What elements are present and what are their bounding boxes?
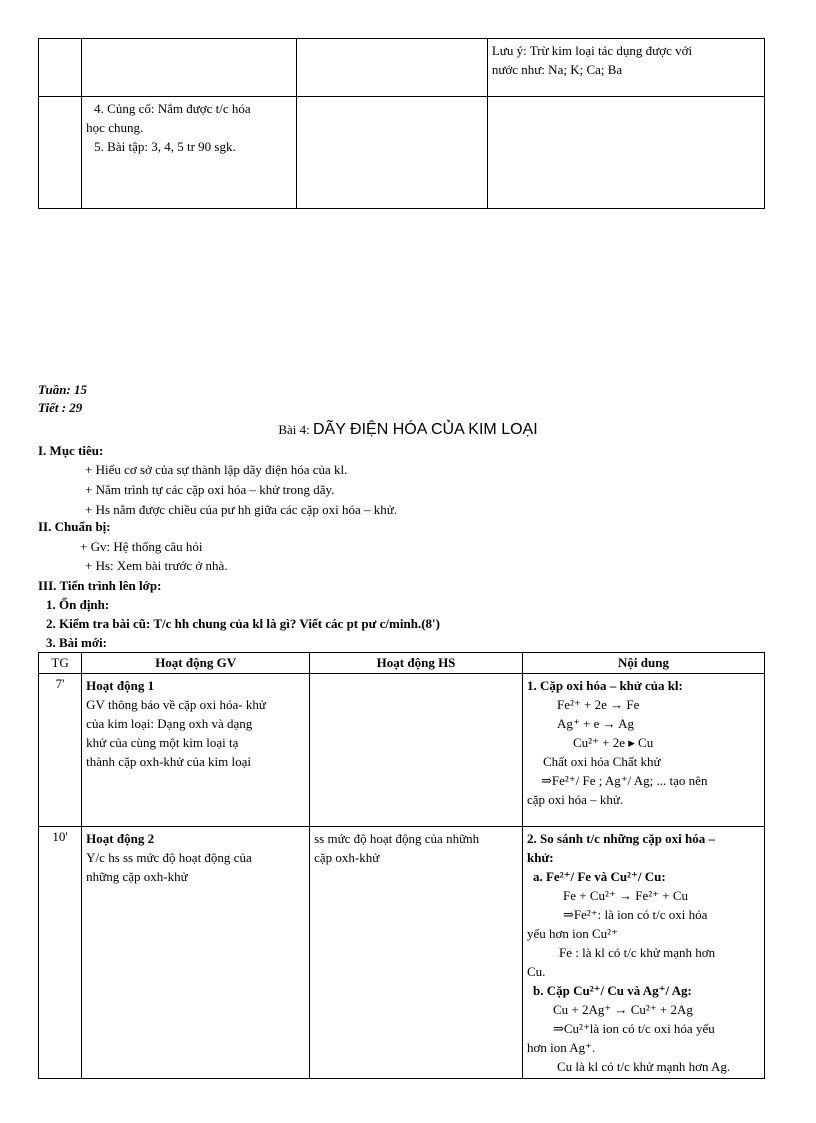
lesson-title-text: DÃY ĐIỆN HÓA CỦA KIM LOẠI <box>313 421 538 438</box>
explanation-line: yếu hơn ion Cu²⁺ <box>526 926 618 941</box>
lesson-table <box>38 652 765 1079</box>
explanation-line: Cu là kl có t/c khử mạnh hơn Ag. <box>556 1059 731 1074</box>
note-line: Lưu ý: Trừ kim loại tác dụng được với <box>491 43 693 58</box>
equation: Fe²⁺ + 2e → Fe <box>556 697 640 712</box>
time-cell: 7' <box>39 674 82 827</box>
explanation-line: hơn ion Ag⁺. <box>526 1040 596 1055</box>
activity-line: Y/c hs ss mức độ hoạt động của <box>86 850 252 865</box>
objective-item: + Hs nắm được chiều của pư hh giữa các cặp oxi hóa – khử. <box>85 502 398 517</box>
activity-line: khử của cùng một kim loại tạ <box>86 735 239 750</box>
equation: Cu + 2Ag⁺ → Cu²⁺ + 2Ag <box>552 1002 693 1017</box>
explanation-line: ⇒Fe²⁺: là ion có t/c oxi hóa <box>562 907 708 922</box>
lesson-prefix: Bài 4: <box>278 422 310 437</box>
week-label: Tuần: 15 <box>38 382 87 397</box>
procedure-step: 1. Ổn định: <box>46 597 110 612</box>
equation: Fe + Cu²⁺ → Fe²⁺ + Cu <box>562 888 689 903</box>
objectives-heading: I. Mục tiêu: <box>38 443 104 458</box>
cell-empty <box>297 97 488 209</box>
previous-lesson-table <box>38 38 765 209</box>
activity-line: những cặp oxh-khử <box>86 869 188 884</box>
cell-empty <box>39 39 82 97</box>
header-teacher-activity: Hoạt động GV <box>82 653 310 674</box>
period-label: Tiết : 29 <box>38 400 83 415</box>
header-time: TG <box>39 653 82 674</box>
teacher-activity-cell <box>82 827 310 1079</box>
header-content: Nội dung <box>522 653 764 674</box>
activity-line: cặp oxh-khử <box>314 850 380 865</box>
header-student-activity: Hoạt động HS <box>310 653 523 674</box>
content-title: 2. So sánh t/c những cặp oxi hóa – <box>526 831 716 846</box>
subsection-title: a. Fe²⁺/ Fe và Cu²⁺/ Cu: <box>532 869 666 884</box>
activity-line: của kim loại: Dạng oxh và dạng <box>86 716 253 731</box>
activity-line: ss mức độ hoạt động của nhữnh <box>314 831 480 846</box>
preparation-heading: II. Chuẩn bị: <box>38 519 111 534</box>
consolidation-line: 4. Củng cố: Nắm được t/c hóa <box>94 101 251 116</box>
note-line: nước như: Na; K; Ca; Ba <box>491 62 623 77</box>
cell-empty <box>297 39 488 97</box>
conclusion-line: cặp oxi hóa – khử. <box>526 792 624 807</box>
equation-labels: Chất oxi hóa Chất khử <box>542 754 661 769</box>
objective-item: + Hiểu cơ sở của sự thành lập dãy điện hóa của kl. <box>85 462 348 477</box>
teacher-activity-cell <box>82 674 310 827</box>
subsection-title: b. Cặp Cu²⁺/ Cu và Ag⁺/ Ag: <box>532 983 692 998</box>
student-activity-cell <box>310 674 523 827</box>
cell-empty <box>82 39 297 97</box>
consolidation-line: học chung. <box>86 120 144 135</box>
preparation-item: + Gv: Hệ thống câu hỏi <box>80 539 203 554</box>
cell-empty <box>487 97 764 209</box>
procedure-step: 3. Bài mới: <box>46 635 108 650</box>
equation: Ag⁺ + e → Ag <box>556 716 635 731</box>
preparation-item: + Hs: Xem bài trước ở nhà. <box>85 558 228 573</box>
explanation-line: ⇒Cu²⁺là ion có t/c oxi hóa yếu <box>552 1021 715 1036</box>
note-cell <box>487 39 764 97</box>
explanation-line: Fe : là kl có t/c khử mạnh hơn <box>558 945 716 960</box>
activity-title: Hoạt động 2 <box>86 831 155 846</box>
equation: Cu²⁺ + 2e ▸ Cu <box>572 735 654 750</box>
conclusion-line: ⇒Fe²⁺/ Fe ; Ag⁺/ Ag; ... tạo nên <box>540 773 708 788</box>
content-cell <box>522 674 764 827</box>
lesson-title <box>0 421 816 439</box>
student-activity-cell <box>310 827 523 1079</box>
activity-title: Hoạt động 1 <box>86 678 155 693</box>
content-cell <box>522 827 764 1079</box>
cell-empty <box>39 97 82 209</box>
activity-line: thành cặp oxh-khử của kim loại <box>86 754 251 769</box>
explanation-line: Cu. <box>526 964 546 979</box>
content-title: khử: <box>526 850 554 865</box>
activity-line: GV thông báo về cặp oxi hóa- khử <box>86 697 266 712</box>
procedure-heading: III. Tiến trình lên lớp: <box>38 578 162 593</box>
consolidation-cell <box>82 97 297 209</box>
homework-line: 5. Bài tập: 3, 4, 5 tr 90 sgk. <box>94 139 236 154</box>
time-cell: 10' <box>39 827 82 1079</box>
content-title: 1. Cặp oxi hóa – khử của kl: <box>526 678 683 693</box>
procedure-step: 2. Kiểm tra bài cũ: T/c hh chung của kl là gì? Viết các pt pư c/minh.(8') <box>46 616 440 631</box>
objective-item: + Nắm trình tự các cặp oxi hóa – khử trong dãy. <box>85 482 335 497</box>
